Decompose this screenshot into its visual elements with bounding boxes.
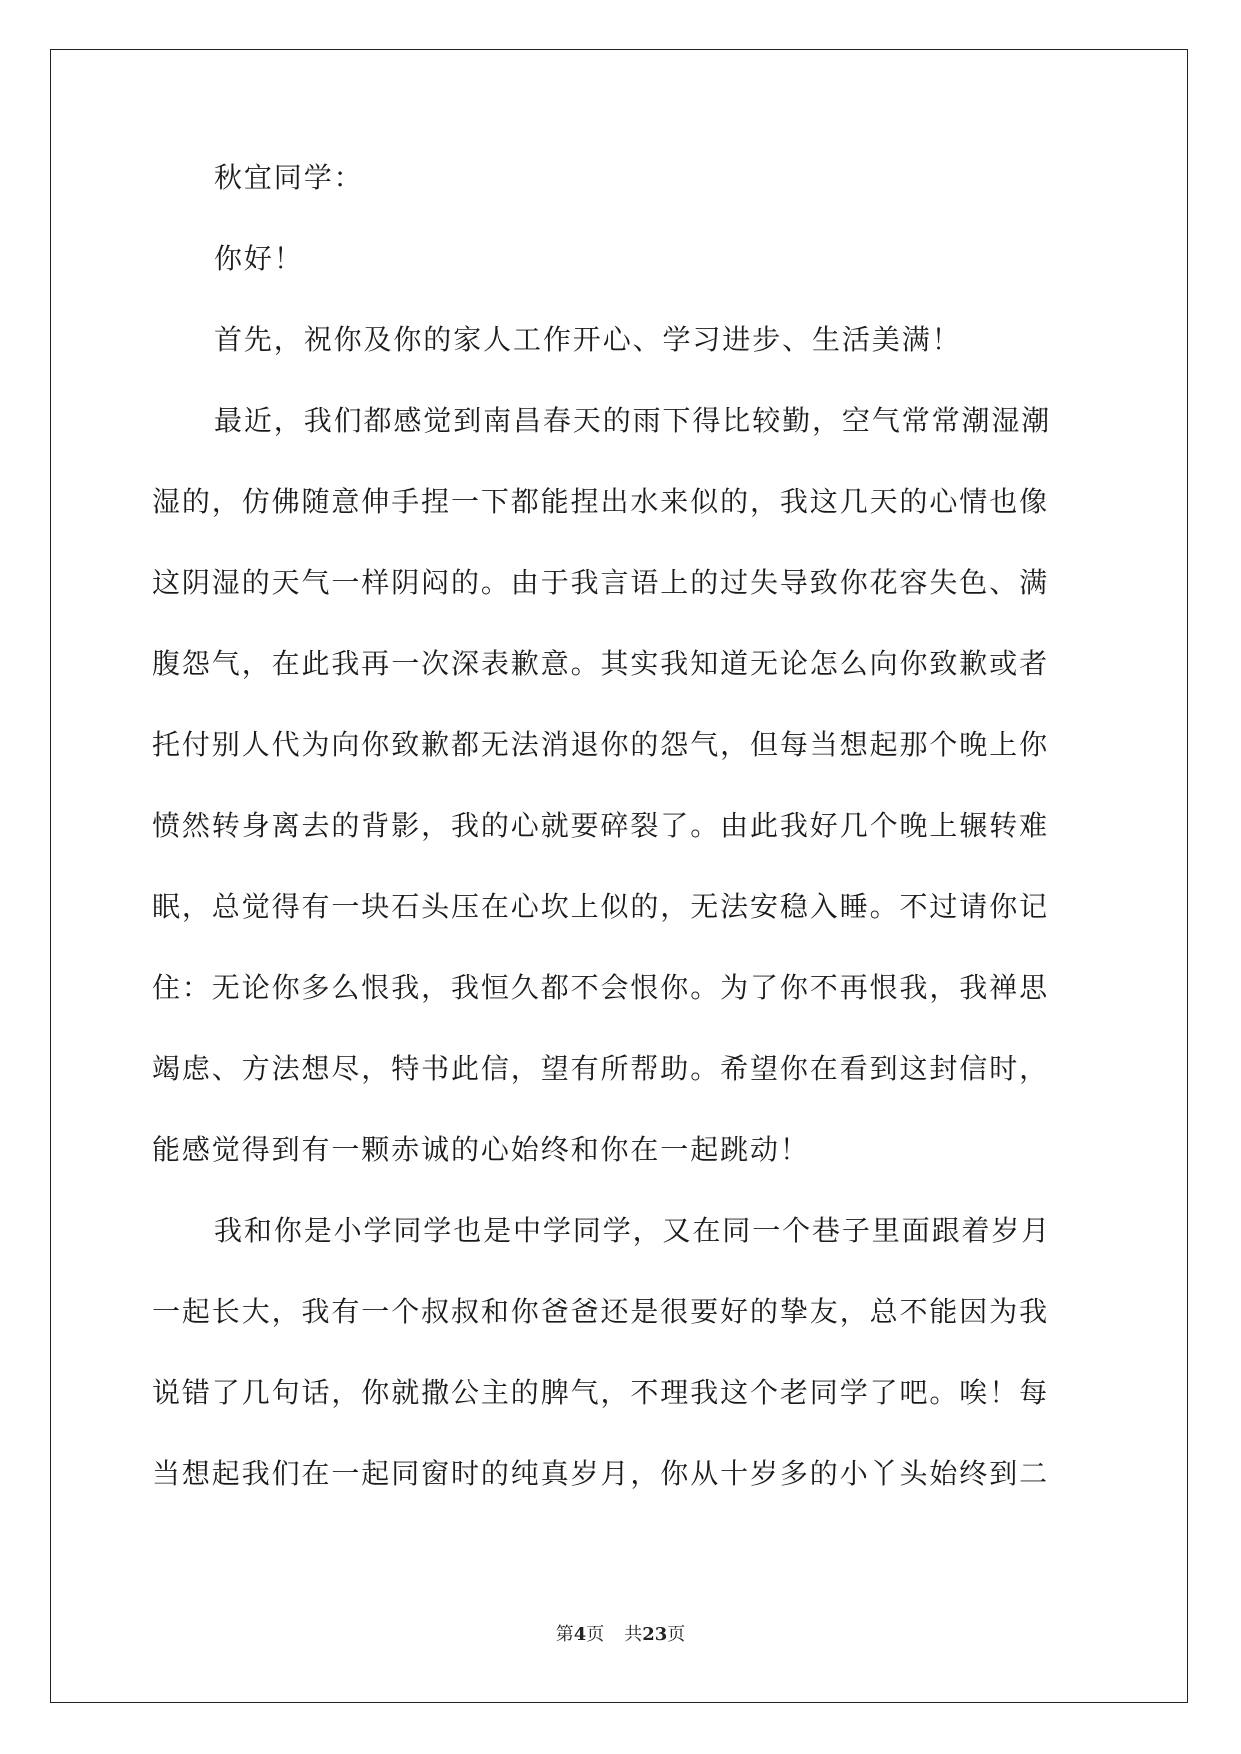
paragraph-apology-line: 湿的，仿佛随意伸手捏一下都能捏出水来似的，我这几天的心情也像 [152,485,1050,518]
paragraph-apology-line: 竭虑、方法想尽，特书此信，望有所帮助。希望你在看到这封信时， [152,1052,1050,1085]
greeting: 你好！ [214,242,304,275]
paragraph-apology-line: 腹怨气，在此我再一次深表歉意。其实我知道无论怎么向你致歉或者 [152,647,1050,680]
total-pages: 23 [642,1624,668,1645]
salutation: 秋宜同学： [214,161,364,194]
page-footer [0,1620,1241,1646]
paragraph-apology-line: 托付别人代为向你致歉都无法消退你的怨气，但每当想起那个晚上你 [152,728,1050,761]
paragraph-memories-line: 一起长大，我有一个叔叔和你爸爸还是很要好的挚友，总不能因为我 [152,1295,1050,1328]
paragraph-apology-line: 眠，总觉得有一块石头压在心坎上似的，无法安稳入睡。不过请你记 [152,890,1050,923]
paragraph-memories-line: 我和你是小学同学也是中学同学，又在同一个巷子里面跟着岁月 [214,1214,1052,1247]
page-number: 4 [573,1624,587,1645]
letter-body [152,158,1086,1535]
total-prefix: 共 [624,1624,643,1645]
page-prefix: 第 [555,1624,574,1645]
paragraph-memories-line: 说错了几句话，你就撒公主的脾气，不理我这个老同学了吧。唉！每 [152,1376,1050,1409]
paragraph-apology-line: 最近，我们都感觉到南昌春天的雨下得比较勤，空气常常潮湿潮 [214,404,1052,437]
page-unit: 页 [586,1624,605,1645]
paragraph-memories-line: 当想起我们在一起同窗时的纯真岁月，你从十岁多的小丫头始终到二 [152,1457,1050,1490]
paragraph-apology-line: 住：无论你多么恨我，我恒久都不会恨你。为了你不再恨我，我禅思 [152,971,1050,1004]
wishes-line: 首先，祝你及你的家人工作开心、学习进步、生活美满！ [214,323,962,356]
paragraph-apology-line: 愤然转身离去的背影，我的心就要碎裂了。由此我好几个晚上辗转难 [152,809,1050,842]
total-unit: 页 [667,1624,686,1645]
paragraph-apology-line: 能感觉得到有一颗赤诚的心始终和你在一起跳动！ [152,1133,810,1166]
paragraph-apology-line: 这阴湿的天气一样阴闷的。由于我言语上的过失导致你花容失色、满 [152,566,1050,599]
